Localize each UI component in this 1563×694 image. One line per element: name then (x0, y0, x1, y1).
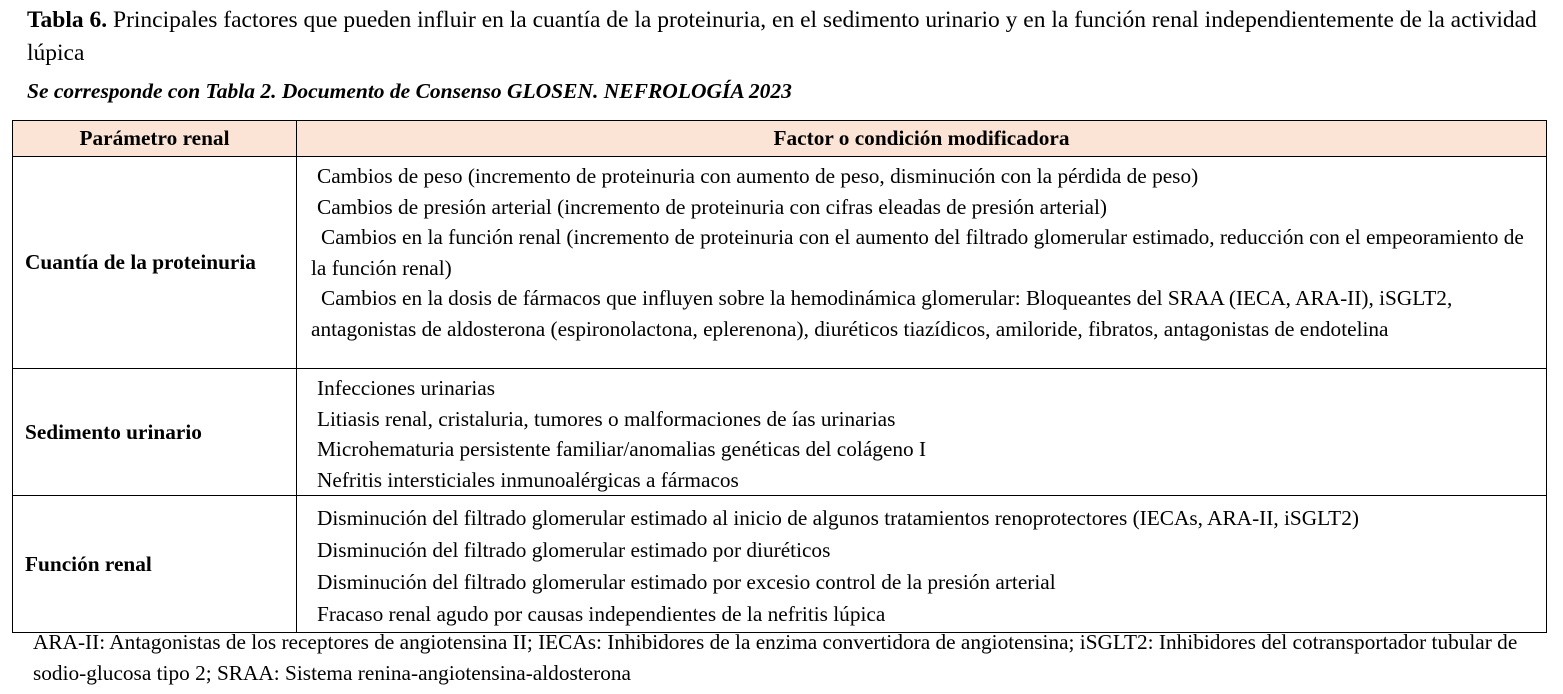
row-parameter: Función renal (13, 496, 297, 633)
factor-item: Disminución del filtrado glomerular estimado por excesio control de la presión arterial (317, 570, 1056, 594)
table-number: Tabla 6. (27, 7, 108, 33)
table-row (13, 369, 1547, 496)
factor-item: Cambios en la función renal (incremento de proteinuria con el aumento del filtrado glomerular estimado, reducción con el empeoramiento de la función renal) (311, 225, 1524, 280)
factor-item: Cambios en la dosis de fármacos que influyen sobre la hemodinámica glomerular: Bloqueantes del SRAA (IECA, ARA-II), iSGLT2, antagonistas de aldosterona (espironolactona, eplerenona), diuréticos tiazídicos, amiloride, fibratos, antagonistas de endotelina (311, 286, 1453, 341)
factor-item: Litiasis renal, cristaluria, tumores o malformaciones de ías urinarias (317, 406, 896, 431)
table-caption (27, 4, 1547, 70)
factor-item: Cambios de peso (incremento de proteinuria con aumento de peso, disminución con la pérdida de peso) (317, 164, 1199, 188)
factor-item: Disminución del filtrado glomerular estimado por diuréticos (317, 538, 831, 562)
table-row (13, 157, 1547, 369)
factor-item: Microhematuria persistente familiar/anomalias genéticas del colágeno I (317, 437, 927, 461)
header-row (13, 121, 1547, 157)
factor-item: Cambios de presión arterial (incremento de proteinuria con cifras eleadas de presión arterial) (317, 194, 1108, 219)
factor-item: Infecciones urinarias (317, 376, 495, 400)
table-footnote: ARA-II: Antagonistas de los receptores de angiotensina II; IECAs: Inhibidores de la enzima convertidora de angiotensina; iSGLT2: Inhibidores del cotransportador tubular de sodio-glucosa tipo 2; SRAA: Sistema renina-angiotensina-aldosterona (33, 630, 1518, 685)
factor-item: Nefritis intersticiales inmunoalérgicas a fármacos (317, 467, 739, 492)
column-header-parameter: Parámetro renal (13, 121, 297, 157)
table-row (13, 496, 1547, 633)
factor-item: Disminución del filtrado glomerular estimado al inicio de algunos tratamientos renoprotectores (IECAs, ARA-II, iSGLT2) (317, 506, 1359, 530)
column-header-factor: Factor o condición modificadora (297, 121, 1547, 157)
row-parameter: Cuantía de la proteinuria (13, 157, 297, 369)
row-factors (297, 157, 1547, 369)
table-title: Principales factores que pueden influir en la cuantía de la proteinuria, en el sedimento urinario y en la función renal independientemente de la actividad lúpica (27, 7, 1537, 66)
row-factors (297, 496, 1547, 633)
factor-item: Fracaso renal agudo por causas independientes de la nefritis lúpica (317, 602, 886, 626)
row-parameter: Sedimento urinario (13, 369, 297, 496)
table-subtitle: Se corresponde con Tabla 2. Documento de Consenso GLOSEN. NEFROLOGÍA 2023 (27, 79, 792, 103)
factors-table (12, 120, 1547, 633)
row-factors (297, 369, 1547, 496)
